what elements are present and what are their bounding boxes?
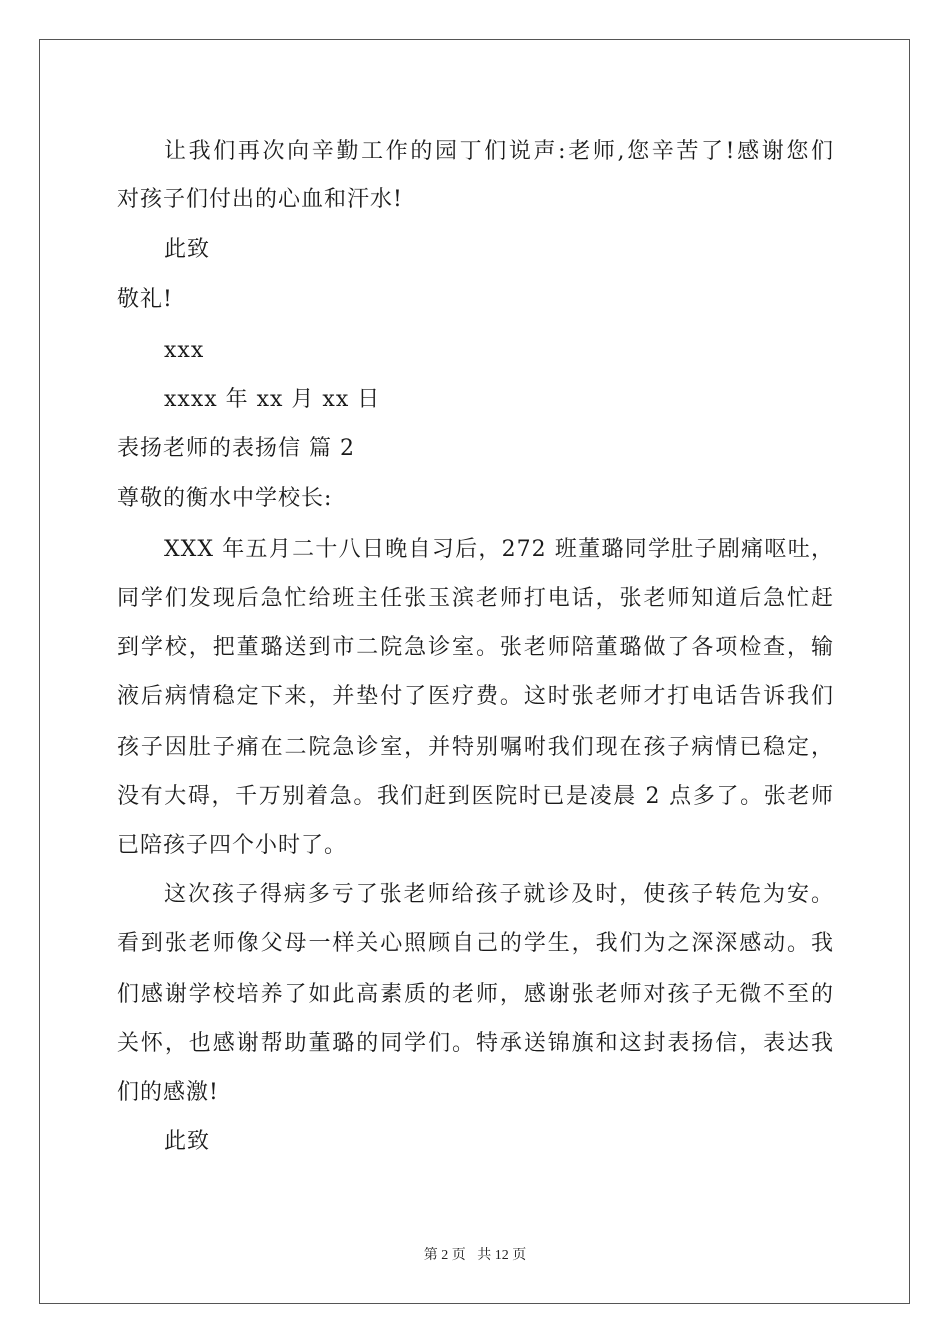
salutation-cizhi-2: 此致 [164, 1129, 211, 1154]
paragraph-2-line-2: 看到张老师像父母一样关心照顾自己的学生，我们为之深深感动。我 [117, 931, 834, 956]
signature-date: xxxx 年 xx 月 xx 日 [164, 387, 381, 412]
section-title: 表扬老师的表扬信 篇 2 [117, 436, 355, 461]
paragraph-2-line-1: 这次孩子得病多亏了张老师给孩子就诊及时，使孩子转危为安。 [164, 882, 834, 907]
paragraph-1-line-6: 没有大碍，千万别着急。我们赶到医院时已是凌晨 2 点多了。张老师 [117, 784, 834, 809]
page-number: 第 2 页 [423, 1248, 466, 1263]
page-border [39, 39, 910, 1304]
paragraph-1-line-3: 到学校，把董璐送到市二院急诊室。张老师陪董璐做了各项检查，输 [117, 635, 834, 660]
paragraph-2-line-5: 们的感激! [117, 1080, 219, 1105]
paragraph-1-line-1: XXX 年五月二十八日晚自习后，272 班董璐同学肚子剧痛呕吐， [164, 537, 834, 562]
paragraph-closing-line-2: 对孩子们付出的心血和汗水! [117, 187, 403, 212]
salutation-cizhi: 此致 [164, 237, 211, 262]
letter-greeting: 尊敬的衡水中学校长: [117, 486, 333, 511]
signature-name: xxx [164, 338, 205, 363]
page-footer [0, 1247, 950, 1265]
paragraph-2-line-4: 关怀，也感谢帮助董璐的同学们。特承送锦旗和这封表扬信，表达我 [117, 1031, 834, 1056]
salutation-jingli: 敬礼! [117, 287, 173, 312]
paragraph-1-line-2: 同学们发现后急忙给班主任张玉滨老师打电话，张老师知道后急忙赶 [117, 586, 834, 611]
paragraph-1-line-4: 液后病情稳定下来，并垫付了医疗费。这时张老师才打电话告诉我们 [117, 684, 834, 709]
page-total: 共 12 页 [477, 1248, 527, 1263]
paragraph-2-line-3: 们感谢学校培养了如此高素质的老师，感谢张老师对孩子无微不至的 [117, 982, 834, 1007]
paragraph-closing-line-1: 让我们再次向辛勤工作的园丁们说声:老师,您辛苦了!感谢您们 [164, 139, 834, 164]
paragraph-1-line-5: 孩子因肚子痛在二院急诊室，并特别嘱咐我们现在孩子病情已稳定， [117, 735, 834, 760]
paragraph-1-line-7: 已陪孩子四个小时了。 [117, 833, 348, 858]
